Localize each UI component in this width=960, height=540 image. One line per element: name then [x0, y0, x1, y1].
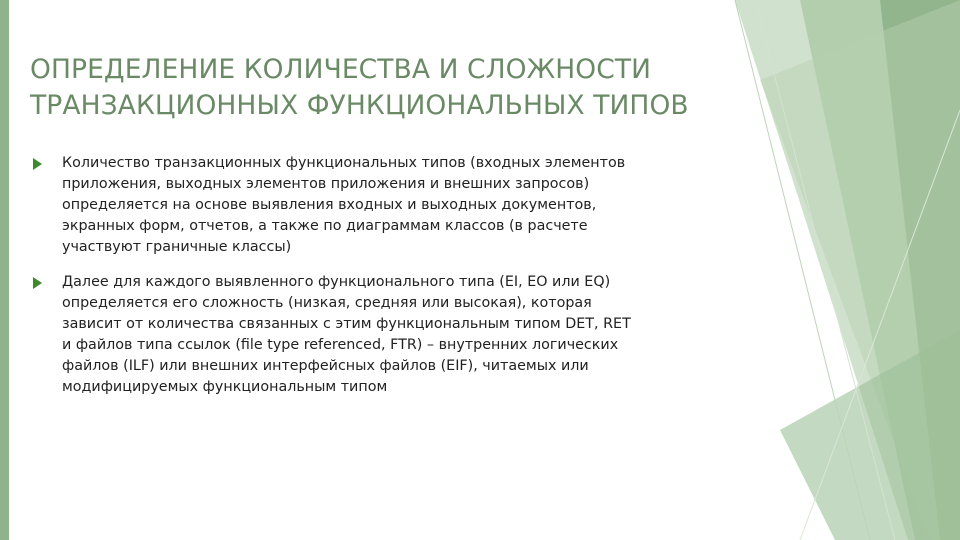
bullet-line: определяется его сложность (низкая, средняя или высокая), которая	[62, 295, 592, 311]
bullet-line: и файлов типа ссылок (file type referenced, FTR) – внутренних логических	[62, 337, 619, 353]
triangle-right-icon	[33, 277, 42, 289]
bullet-text	[62, 153, 710, 258]
bullet-item	[30, 153, 710, 258]
title-line: ОПРЕДЕЛЕНИЕ КОЛИЧЕСТВА И СЛОЖНОСТИ	[30, 54, 652, 85]
bullet-line: Количество транзакционных функциональных типов (входных элементов	[62, 155, 626, 171]
bullet-line: экранных форм, отчетов, а также по диаграммам классов (в расчете	[62, 218, 588, 234]
bullet-line: приложения, выходных элементов приложения и внешних запросов)	[62, 176, 590, 192]
bullet-line: зависит от количества связанных с этим функциональным типом DET, RET	[62, 316, 631, 332]
bullet-line: файлов (ILF) или внешних интерфейсных файлов (EIF), читаемых или	[62, 358, 589, 374]
bullet-item	[30, 272, 710, 398]
left-edge-stripe	[0, 0, 9, 540]
bullet-line: определяется на основе выявления входных и выходных документов,	[62, 197, 597, 213]
bullet-line: участвуют граничные классы)	[62, 239, 292, 255]
bullet-line: модифицируемых функциональным типом	[62, 379, 388, 395]
title-line: ТРАНЗАКЦИОННЫХ ФУНКЦИОНАЛЬНЫХ ТИПОВ	[30, 90, 689, 121]
bullet-line: Далее для каждого выявленного функционального типа (EI, EO или EQ)	[62, 274, 611, 290]
bullet-text	[62, 272, 710, 398]
slide-title	[30, 52, 790, 124]
triangle-right-icon	[33, 158, 42, 170]
bullet-list	[30, 153, 710, 412]
